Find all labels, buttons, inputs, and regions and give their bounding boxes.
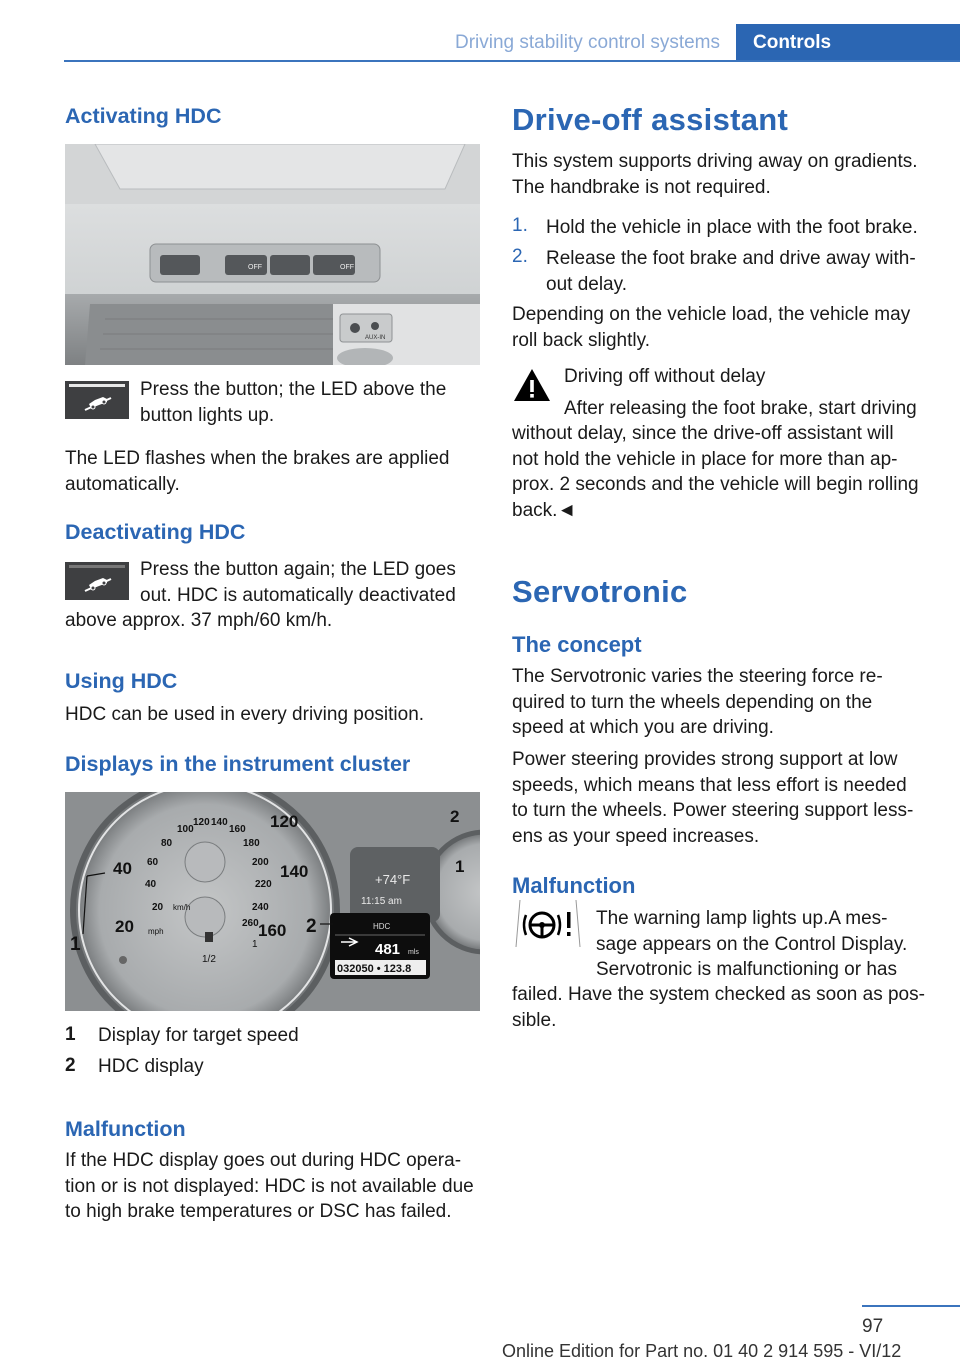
- concept-text: The Servotronic varies the steering force re‐ quired to turn the wheels depending on the speed at which you are driving.: [512, 666, 883, 738]
- deactivating-instructions-a: Press the button again; the LED goes out. HDC is automatically deactivated: [140, 559, 456, 606]
- servotronic-heading: Servotronic: [512, 574, 688, 609]
- unit-kmh: km/h: [173, 903, 191, 912]
- concept-heading: The concept: [512, 632, 642, 657]
- legend-number-1: 1: [65, 1024, 76, 1045]
- console-aux-label: AUX-IN: [365, 335, 386, 341]
- svg-text:2: 2: [450, 807, 460, 826]
- outside-temp: +74°F: [375, 872, 411, 887]
- svg-text:140: 140: [280, 862, 309, 881]
- range-value: 481: [375, 941, 401, 958]
- hdc-led-off-indicator: [69, 565, 125, 568]
- svg-text:20: 20: [152, 902, 164, 913]
- step-text-2: Release the foot brake and drive away with‐ out delay.: [546, 248, 916, 295]
- activating-hdc-heading: Activating HDC: [65, 104, 222, 128]
- callout-2: 2: [306, 916, 317, 937]
- hdc-malfunction-text: If the HDC display goes out during HDC opera‐ tion or is not displayed: HDC is not available due to high brake temperatures or DSC has failed.: [65, 1150, 474, 1222]
- instrument-cluster-illustration: [65, 792, 480, 1011]
- svg-text:140: 140: [211, 817, 228, 828]
- svg-text:260: 260: [242, 918, 259, 929]
- legend-text-1: Display for target speed: [98, 1025, 299, 1046]
- hdc-malfunction-heading: Malfunction: [65, 1117, 186, 1141]
- console-illustration: [65, 144, 480, 365]
- vehicle-load-text: Depending on the vehicle load, the vehicle may roll back slightly.: [512, 304, 911, 351]
- console-off-label-1: OFF: [248, 264, 262, 271]
- console-photo: [65, 144, 480, 365]
- activating-instructions: Press the button; the LED above the button lights up.: [140, 379, 447, 426]
- odometer: 032050 • 123.8: [337, 963, 412, 975]
- drive-off-intro: This system supports driving away on gradients. The handbrake is not required.: [512, 151, 918, 198]
- deactivating-instructions-b: above approx. 37 mph/60 km/h.: [65, 610, 333, 631]
- svg-text:160: 160: [258, 921, 287, 940]
- warning-triangle-icon: [512, 365, 552, 410]
- step-text-1: Hold the vehicle in place with the foot brake.: [546, 217, 918, 238]
- page-number: 97: [862, 1316, 884, 1337]
- fuel-pump-icon: [205, 932, 213, 942]
- hdc-car-downhill-icon: [83, 390, 113, 414]
- hdc-car-downhill-icon-2: [83, 571, 113, 595]
- svg-text:1: 1: [455, 857, 465, 876]
- step-number-1: 1.: [512, 215, 528, 236]
- svg-text:120: 120: [270, 812, 299, 831]
- callout-1: 1: [70, 934, 81, 955]
- header-tab-controls: Controls: [736, 24, 960, 62]
- console-buttons: [160, 255, 355, 275]
- fuel-half: 1/2: [202, 954, 216, 965]
- header-rule: [64, 60, 960, 62]
- svg-text:200: 200: [252, 857, 269, 868]
- svg-text:20: 20: [115, 917, 134, 936]
- displays-heading: Displays in the instrument cluster: [65, 752, 411, 776]
- servotronic-malfunction-heading: Malfunction: [512, 873, 636, 898]
- servotronic-malfunction-text-b: failed. Have the system checked as soon as pos‐ sible.: [512, 984, 925, 1031]
- warning-body: without delay, since the drive-off assistant will not hold the vehicle in place for more than ap‐ prox. 2 seconds and the vehicle will begin rolling back.◄: [512, 423, 919, 521]
- svg-text:160: 160: [229, 824, 246, 835]
- svg-text:240: 240: [252, 902, 269, 913]
- legend-text-2: HDC display: [98, 1056, 204, 1077]
- svg-text:60: 60: [147, 857, 159, 868]
- svg-text:40: 40: [113, 859, 132, 878]
- step-number-2: 2.: [512, 246, 528, 267]
- using-hdc-heading: Using HDC: [65, 669, 178, 693]
- fuel-one: 1: [252, 939, 258, 950]
- console-off-label-2: OFF: [340, 264, 354, 271]
- instrument-cluster-photo: [65, 792, 480, 1011]
- svg-text:220: 220: [255, 879, 272, 890]
- svg-text:100: 100: [177, 824, 194, 835]
- footer-rule: [862, 1305, 960, 1307]
- hdc-button-icon: [65, 381, 129, 419]
- edition-footer: Online Edition for Part no. 01 40 2 914 595 - VI/12: [502, 1341, 902, 1361]
- hdc-button-icon-2: [65, 562, 129, 600]
- led-flash-note: The LED flashes when the brakes are applied automatically.: [65, 448, 450, 495]
- legend-number-2: 2: [65, 1055, 76, 1076]
- power-steering-text: Power steering provides strong support at low speeds, which means that less effort is needed to turn the wheels. Power steering support less‐ ens as your speed increases.: [512, 749, 914, 847]
- servotronic-malfunction-text-a: The warning lamp lights up.A mes‐ sage appears on the Control Display. Servotronic is malfunctioning or has: [596, 908, 908, 980]
- clock: 11:15 am: [361, 896, 402, 907]
- hdc-display-label: HDC: [373, 922, 391, 931]
- svg-text:180: 180: [243, 838, 260, 849]
- using-hdc-text: HDC can be used in every driving position.: [65, 704, 425, 725]
- svg-text:80: 80: [161, 838, 173, 849]
- deactivating-hdc-heading: Deactivating HDC: [65, 520, 246, 544]
- svg-text:120: 120: [193, 817, 210, 828]
- steering-warning-icon: [512, 898, 584, 953]
- svg-text:40: 40: [145, 879, 157, 890]
- range-unit: mls: [408, 949, 419, 956]
- header-section-title: Driving stability control systems: [454, 32, 720, 53]
- drive-off-assistant-heading: Drive-off assistant: [512, 102, 789, 137]
- warning-line-1: After releasing the foot brake, start driving: [564, 398, 917, 419]
- hdc-led-indicator: [69, 384, 125, 387]
- unit-mph: mph: [148, 927, 164, 936]
- warning-title: Driving off without delay: [564, 366, 766, 387]
